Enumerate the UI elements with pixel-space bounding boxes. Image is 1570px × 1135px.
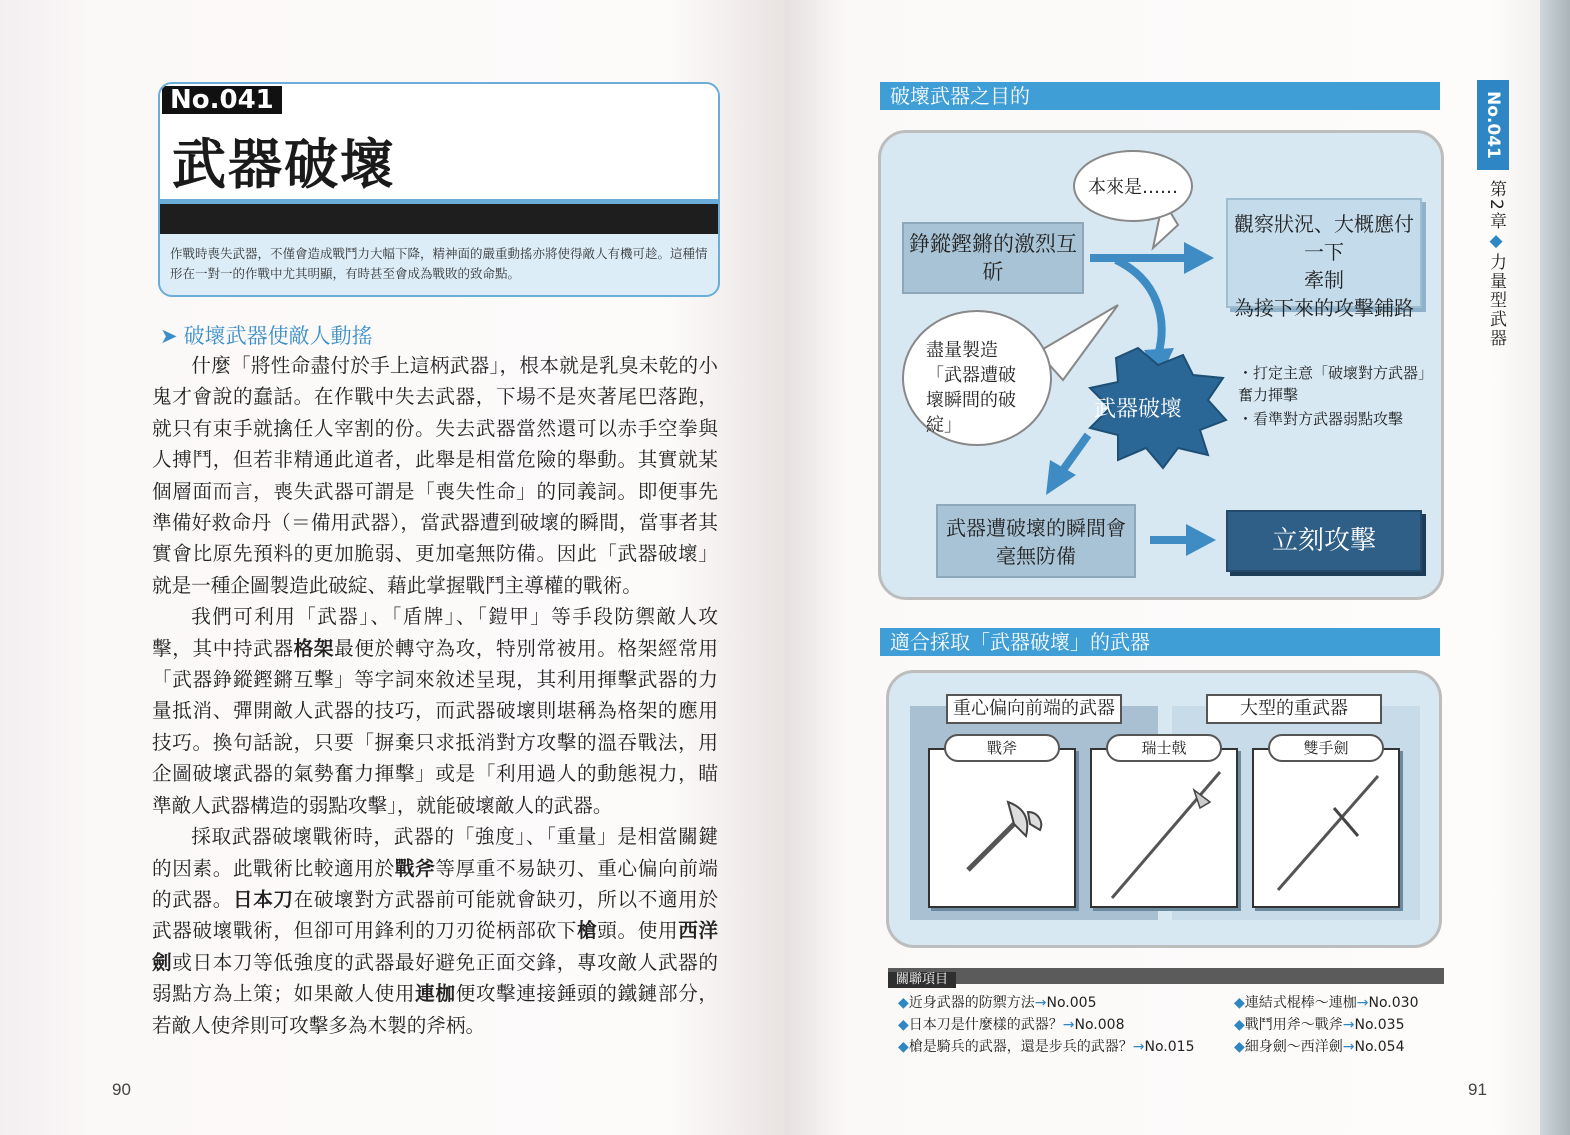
weapon-name-battleaxe: 戰斧 bbox=[944, 734, 1060, 762]
diagram-bullets bbox=[1238, 362, 1428, 432]
bullet-1: ・打定主意「破壞對方武器」奮力揮擊 bbox=[1238, 364, 1426, 404]
related-item[interactable]: ◆日本刀是什麼樣的武器？→No.008 bbox=[898, 1017, 1125, 1033]
arrow-icon: → bbox=[1356, 995, 1369, 1011]
arrow-icon: → bbox=[1062, 1017, 1075, 1033]
goal-box: 觀察狀況、大概應付一下 牽制 為接下來的攻擊鋪路 bbox=[1226, 198, 1422, 308]
section-title-weapons: 適合採取「武器破壞」的武器 bbox=[880, 628, 1440, 656]
diamond-icon: ◆ bbox=[898, 1017, 909, 1033]
related-item[interactable]: ◆近身武器的防禦方法→No.005 bbox=[898, 995, 1097, 1011]
weapon-name-halberd: 瑞士戟 bbox=[1106, 734, 1222, 762]
diamond-icon: ◆ bbox=[898, 1039, 909, 1055]
weapon-card-battleaxe bbox=[928, 748, 1076, 908]
paragraph-3: 採取武器破壞戰術時，武器的「強度」、「重量」是相當關鍵的因素。此戰術比較適用於戰斧等厚重不易缺刃、重心偏向前端的武器。日本刀在破壞對方武器前可能就會缺刃，所以不適用於武器破壞戰術，但卻可用鋒利的刀刃從柄部砍下槍頭。使用西洋劍或日本刀等低強度的武器最好避免正面交鋒，專攻敵人武器的弱點方為上策；如果敵人使用連枷便攻擊連接錘頭的鐵鏈部分，若敵人使斧則可攻擊多為木製的斧柄。 bbox=[152, 825, 719, 1037]
diamond-icon: ◆ bbox=[1234, 995, 1245, 1011]
entry-number: No.041 bbox=[162, 86, 282, 114]
triangle-icon: ➤ bbox=[160, 324, 178, 348]
battleaxe-icon bbox=[930, 750, 1074, 906]
speech-bubble-left: 盡量製造「武器遭破壞瞬間的破綻」 bbox=[902, 310, 1052, 446]
weapon-card-greatsword bbox=[1252, 748, 1400, 908]
header-title-area bbox=[160, 84, 718, 204]
clash-box: 錚鏦鏗鏘的激烈互斫 bbox=[902, 222, 1084, 294]
bold-term: 西洋劍 bbox=[152, 919, 719, 974]
paragraph-1: 什麼「將性命盡付於手上這柄武器」，根本就是乳臭未乾的小鬼才會說的蠢話。在作戰中失去武器，下場不是夾著尾巴落跑，就只有束手就擒任人宰割的份。失去武器當然還可以赤手空拳與人搏鬥，但若非精通此道者，此舉是相當危險的舉動。其實就某個層面而言，喪失武器可謂是「喪失性命」的同義詞。即便事先準備好救命丹（＝備用武器），當武器遭到破壞的瞬間，當事者其實會比原先預料的更加脆弱、更加毫無防備。因此「武器破壞」就是一種企圖製造此破綻、藉此掌握戰鬥主導權的戰術。 bbox=[152, 354, 718, 597]
arrow-icon: → bbox=[1342, 1017, 1355, 1033]
diamond-icon: ◆ bbox=[898, 995, 909, 1011]
related-items-header: 關聯項目 bbox=[888, 968, 1444, 984]
category-front-heavy: 重心偏向前端的武器 bbox=[946, 694, 1122, 724]
body-text bbox=[152, 350, 718, 1041]
bold-term: 日本刀 bbox=[232, 887, 294, 911]
attack-box: 立刻攻擊 bbox=[1226, 510, 1422, 572]
side-chapter-label: 第2章◆力量型武器 bbox=[1486, 180, 1506, 348]
arrow-down-left-icon bbox=[1046, 460, 1076, 495]
diamond-icon: ◆ bbox=[1234, 1017, 1245, 1033]
related-item[interactable]: ◆細身劍～西洋劍→No.054 bbox=[1234, 1039, 1405, 1055]
speech-bubble-top: 本來是…… bbox=[1073, 150, 1193, 222]
section-title-purpose: 破壞武器之目的 bbox=[880, 82, 1440, 110]
arrow-right-icon bbox=[1186, 524, 1216, 556]
entry-summary: 作戰時喪失武器，不僅會造成戰鬥力大幅下降，精神面的嚴重動搖亦將使得敵人有機可趁。這種情形在一對一的作戰中尤其明顯，有時甚至會成為戰敗的致命點。 bbox=[170, 246, 708, 281]
bold-term: 槍 bbox=[576, 919, 598, 943]
category-heavy: 大型的重武器 bbox=[1206, 694, 1382, 724]
halberd-icon bbox=[1092, 750, 1236, 906]
diamond-icon: ◆ bbox=[1486, 230, 1506, 253]
paragraph-2: 我們可利用「武器」、「盾牌」、「鎧甲」等手段防禦敵人攻擊，其中持武器格架最便於轉守為攻，特別常被用。格架經常用「武器錚鏦鏗鏘互擊」等字詞來敘述呈現，其利用揮擊武器的力量抵消、彈開敵人武器的技巧，而武器破壞則堪稱為格架的應用技巧。換句話說，只要「摒棄只求抵消對方攻擊的溫吞戰法，用企圖破壞武器的氣勢奮力揮擊」或是「利用過人的動態視力，瞄準敵人武器構造的弱點攻擊」，就能破壞敵人的武器。 bbox=[152, 605, 719, 817]
arrow-right-icon bbox=[1184, 242, 1214, 274]
weapon-name-greatsword: 雙手劍 bbox=[1268, 734, 1384, 762]
related-list-right bbox=[1234, 992, 1418, 1058]
bold-term: 連枷 bbox=[415, 982, 456, 1006]
bullet-2: ・看準對方武器弱點攻擊 bbox=[1238, 410, 1404, 428]
page-number-left: 90 bbox=[112, 1080, 131, 1099]
page-title: 武器破壞 bbox=[172, 133, 396, 196]
related-item[interactable]: ◆戰鬥用斧～戰斧→No.035 bbox=[1234, 1017, 1405, 1033]
arrow-icon: → bbox=[1034, 995, 1047, 1011]
section-heading: ➤ 破壞武器使敵人動搖 bbox=[160, 324, 373, 348]
weapon-card-halberd bbox=[1090, 748, 1238, 908]
arrow-icon: → bbox=[1132, 1039, 1145, 1055]
related-item[interactable]: ◆連結式棍棒～連枷→No.030 bbox=[1234, 995, 1419, 1011]
vulnerable-box: 武器遭破壞的瞬間會毫無防備 bbox=[936, 504, 1136, 578]
bold-term: 格架 bbox=[293, 636, 335, 660]
entry-header bbox=[158, 82, 720, 297]
side-tab-number: No.041 bbox=[1477, 80, 1509, 170]
page-number-right: 91 bbox=[1468, 1080, 1487, 1099]
diamond-icon: ◆ bbox=[1234, 1039, 1245, 1055]
bold-term: 戰斧 bbox=[394, 856, 436, 880]
page-edge bbox=[1540, 0, 1570, 1135]
greatsword-icon bbox=[1254, 750, 1398, 906]
weapon-destruction-burst: 武器破壞 bbox=[1093, 397, 1182, 422]
related-item[interactable]: ◆槍是騎兵的武器，還是步兵的武器？→No.015 bbox=[898, 1039, 1195, 1055]
related-list-left bbox=[898, 992, 1194, 1058]
header-divider-bar bbox=[160, 204, 718, 234]
arrow-icon: → bbox=[1342, 1039, 1355, 1055]
